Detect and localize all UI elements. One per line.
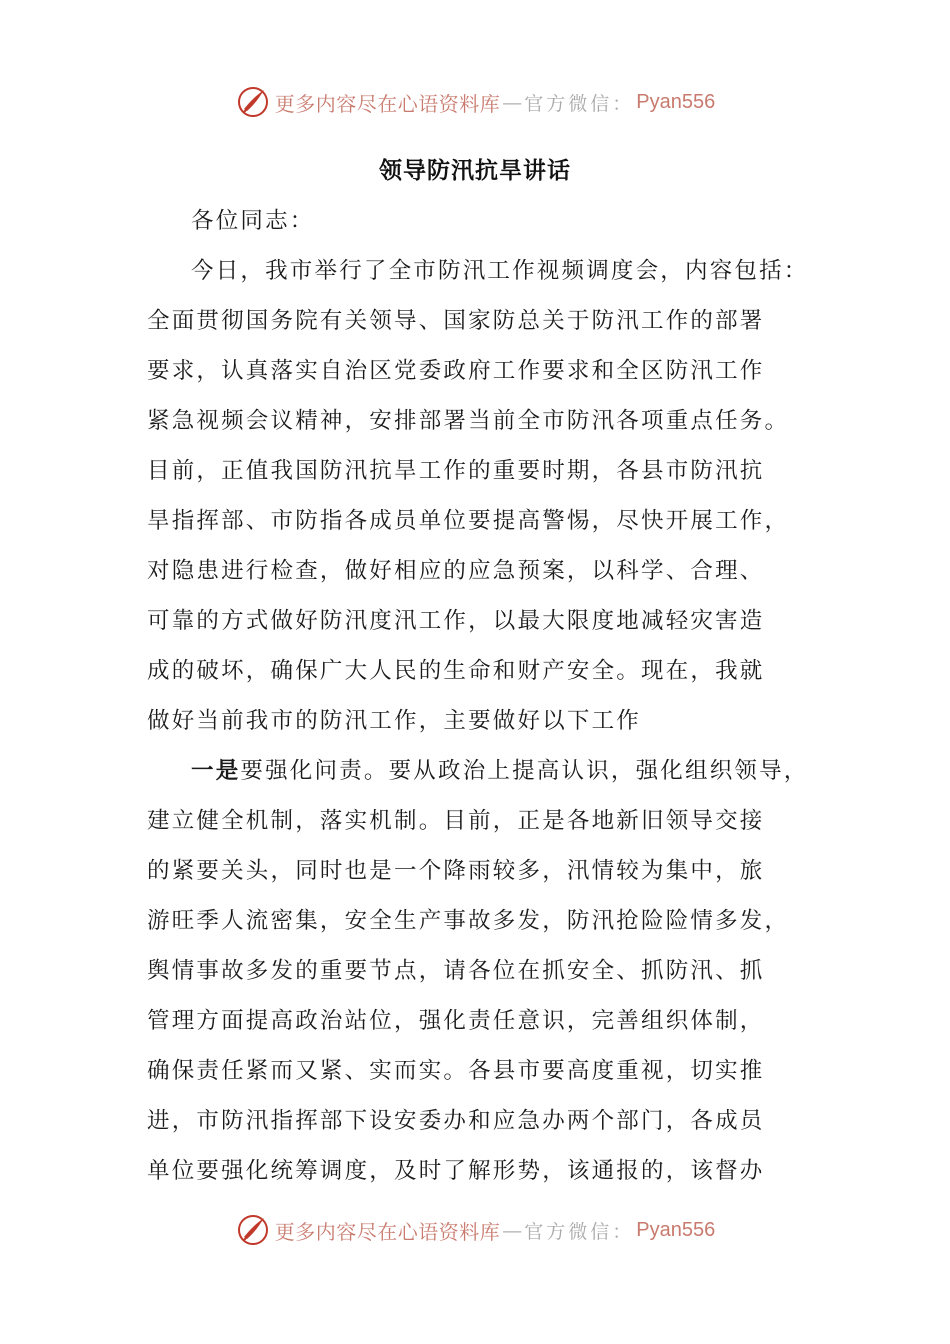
watermark-brand: 更多内容尽在心语资料库 [274,91,501,116]
greeting: 各位同志： [191,208,315,234]
paragraph-line: 确保责任紧而又紧、实而实。各县市要高度重视，切实推 [147,1058,765,1084]
document-title: 领导防汛抗旱讲话 [379,157,571,184]
point-one-text: 要强化问责。要从政治上提高认识，强化组织领导， [240,758,809,784]
paragraph-line: 成的破坏，确保广大人民的生命和财产安全。现在，我就 [147,658,765,684]
paragraph-line: 的紧要关头，同时也是一个降雨较多，汛情较为集中，旅 [147,858,765,884]
paragraph-line: 目前，正值我国防汛抗旱工作的重要时期，各县市防汛抗 [147,458,765,484]
paragraph-1 [147,246,815,746]
header-watermark [0,82,950,122]
paragraph-line [147,746,815,796]
paragraph-line: 管理方面提高政治站位，强化责任意识，完善组织体制， [147,1008,765,1034]
watermark-official-label: 官方微信： [524,1220,635,1243]
document-body [147,196,815,1196]
watermark-brand: 更多内容尽在心语资料库 [274,1219,501,1244]
paragraph-line: 旱指挥部、市防指各成员单位要提高警惕，尽快开展工作， [147,508,790,534]
paragraph-line: 做好当前我市的防汛工作，主要做好以下工作 [147,708,642,734]
paragraph-line: 可靠的方式做好防汛度汛工作，以最大限度地减轻灾害造 [147,608,765,634]
paragraph-line: 今日，我市举行了全市防汛工作视频调度会，内容包括： [191,258,809,284]
watermark-official-label: 官方微信： [524,92,635,115]
paragraph-line: 游旺季人流密集，安全生产事故多发，防汛抢险险情多发， [147,908,790,934]
footer-watermark [0,1210,950,1250]
watermark-separator: — [502,1218,523,1242]
paragraph-line: 建立健全机制，落实机制。目前，正是各地新旧领导交接 [147,808,765,834]
paragraph-line: 紧急视频会议精神，安排部署当前全市防汛各项重点任务。 [147,408,790,434]
paragraph-line: 舆情事故多发的重要节点，请各位在抓安全、抓防汛、抓 [147,958,765,984]
watermark-separator: — [502,90,523,114]
watermark-wechat-id: Pyan556 [636,1218,716,1241]
pen-quill-logo-icon [235,1212,271,1248]
paragraph-line: 进，市防汛指挥部下设安委办和应急办两个部门，各成员 [147,1108,765,1134]
pen-quill-logo-icon [235,84,271,120]
paragraph-line: 对隐患进行检查，做好相应的应急预案，以科学、合理、 [147,558,765,584]
paragraph-line: 单位要强化统筹调度，及时了解形势，该通报的，该督办 [147,1158,765,1184]
point-one-lead: 一是 [191,758,241,784]
paragraph-line: 要求，认真落实自治区党委政府工作要求和全区防汛工作 [147,358,765,384]
paragraph-2 [147,746,815,1196]
paragraph-line: 全面贯彻国务院有关领导、国家防总关于防汛工作的部署 [147,308,765,334]
watermark-wechat-id: Pyan556 [636,90,716,113]
